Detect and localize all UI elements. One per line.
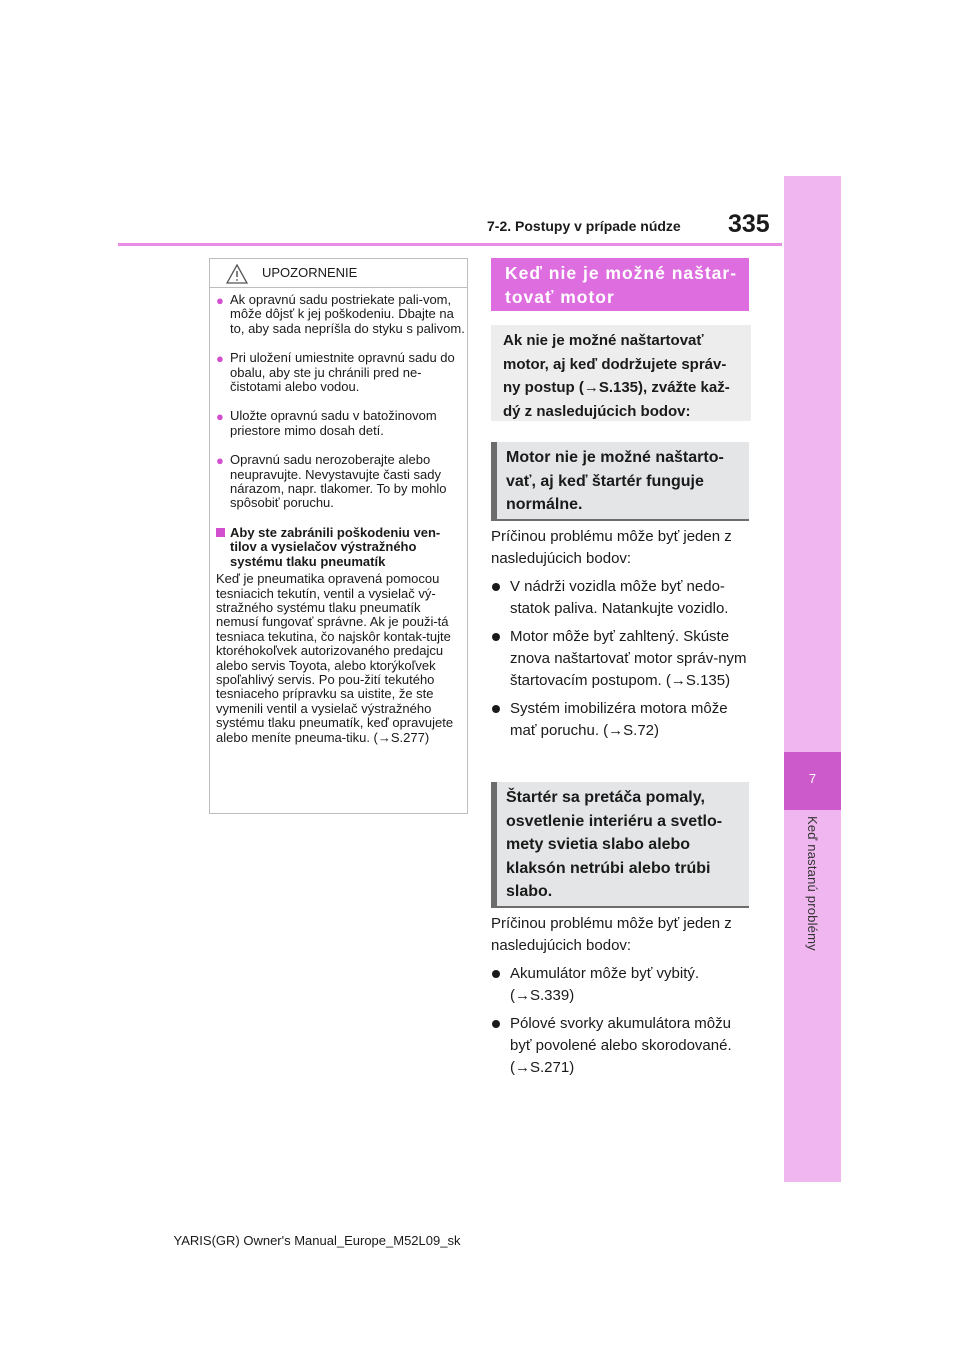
bullet-dot-icon: ●: [216, 351, 224, 367]
warning-triangle-icon: [226, 264, 248, 284]
page-number: 335: [728, 210, 770, 238]
bullet-dot-icon: ●: [216, 453, 224, 469]
warning-item: ● Ak opravnú sadu postriekate pali-vom, môže dôjsť k jej poškodeniu. Dbajte na to, aby sada nepríšla do styku s palivom.: [216, 292, 465, 336]
warning-paragraph: Keď je pneumatika opravená pomocou tesniacich tekutín, ventil a vysielač vý-stražného systému tlaku pneumatík nemusí fungovať správne. Ak je použi-tá tesniaca tekutina, čo najskôr kontak-tujte ktoréhokoľvek autorizovaného predajcu alebo servis Toyota, alebo ktorýkoľvek spoľahlivý servis. Po pou-žití tekutého tesniaceho prípravku sa uistite, že ste vymenili ventil a vysielač výstražného systému tlaku pneumatík, keď opravujete alebo meníte pneuma-tiku. (→S.277): [216, 571, 454, 745]
chapter-number: 7: [808, 771, 817, 786]
bullet-icon: [492, 583, 500, 591]
warning-item: ● Opravnú sadu nerozoberajte alebo neupravujte. Nevystavujte časti sady nárazom, napr. tlakomer. To by mohlo spôsobiť poruchu.: [216, 452, 447, 511]
bullet-icon: [492, 633, 500, 641]
list-item: Systém imobilizéra motora môže mať poruchu. (→S.72): [491, 698, 753, 742]
warning-title: UPOZORNENIE: [262, 265, 358, 280]
warning-item: ● Uložte opravnú sadu v batožinovom priestore mimo dosah detí.: [216, 408, 437, 438]
header-rule: [118, 243, 782, 246]
bullet-dot-icon: ●: [216, 293, 224, 308]
chapter-title-vertical: [784, 816, 841, 976]
bullet-icon: [492, 705, 500, 713]
section2-lead: Príčinou problému môže byť jeden z nasledujúcich bodov:: [491, 915, 732, 954]
section2-body: [491, 913, 753, 1079]
section1-lead: Príčinou problému môže byť jeden z nasledujúcich bodov:: [491, 528, 732, 567]
warning-header: [210, 259, 467, 288]
list-item: Pólové svorky akumulátora môžu byť povolené alebo skorodované. (→S.271): [491, 1013, 753, 1079]
bullet-icon: [492, 970, 500, 978]
section1-body: [491, 526, 753, 742]
square-bullet-icon: [216, 528, 225, 537]
warning-body: [216, 293, 465, 745]
chapter-title: Keď nastanú problémy: [805, 816, 820, 951]
section1-heading: Motor nie je možné naštarto-vať, aj keď štartér funguje normálne.: [491, 442, 749, 521]
footer: [0, 1233, 960, 1248]
warning-subheading: Aby ste zabránili poškodeniu ven-tilov a vysielačov výstražného systému tlaku pneumatík: [216, 526, 465, 569]
warning-item: ● Pri uložení umiestnite opravnú sadu do obalu, aby ste ju chránili pred ne-čistotami alebo vodou.: [216, 350, 455, 395]
list-item: V nádrži vozidla môže byť nedo-statok paliva. Natankujte vozidlo.: [491, 576, 753, 620]
list-item: Akumulátor môže byť vybitý. (→S.339): [491, 963, 753, 1007]
bullet-icon: [492, 1020, 500, 1028]
section-title: 7-2. Postupy v prípade núdze: [487, 218, 681, 234]
footer-text: YARIS(GR) Owner's Manual_Europe_M52L09_sk: [173, 1233, 461, 1248]
main-heading: Keď nie je možné naštar-tovať motor: [491, 258, 749, 311]
intro-box: Ak nie je možné naštartovať motor, aj keď dodržujete správ-ny postup (→S.135), zvážte kaž-dý z nasledujúcich bodov:: [491, 325, 751, 421]
bullet-dot-icon: ●: [216, 409, 224, 425]
chapter-side-tab: [784, 176, 841, 1182]
list-item: Motor môže byť zahltený. Skúste znova naštartovať motor správ-nym štartovacím postupom. (→S.135): [491, 626, 753, 692]
section2-heading: Štartér sa pretáča pomaly, osvetlenie interiéru a svetlo-mety svietia slabo alebo klaksón netrúbi alebo trúbi slabo.: [491, 782, 749, 908]
warning-box: [209, 258, 468, 814]
